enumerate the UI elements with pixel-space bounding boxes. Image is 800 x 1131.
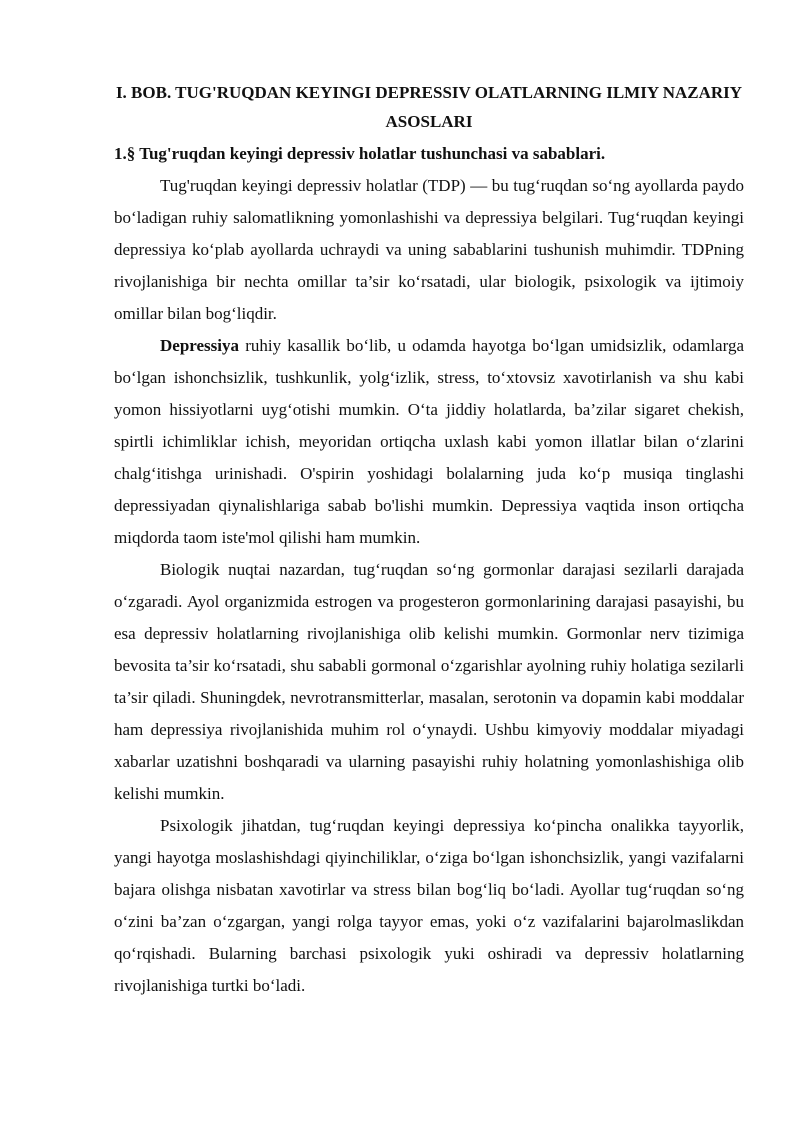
- paragraph-definition: Tug'ruqdan keyingi depressiv holatlar (TDP) — bu tug‘ruqdan so‘ng ayollarda paydo bo‘ladigan ruhiy salomatlikning yomonlashishi va depressiya belgilari. Tug‘ruqdan keyingi depressiya ko‘plab ayollarda uchraydi va uning sabablarini tushunish muhimdir. TDPning rivojlanishiga bir nechta omillar ta’sir ko‘rsatadi, ular biologik, psixologik va ijtimoiy omillar bilan bog‘liqdir.: [114, 176, 744, 323]
- section-title: 1.§ Tug'ruqdan keyingi depressiv holatlar tushunchasi va sabablari.: [114, 144, 606, 163]
- chapter-title: I. BOB. TUG'RUQDAN KEYINGI DEPRESSIV OLATLARNING ILMIY NAZARIY ASOSLARI: [115, 83, 743, 131]
- paragraph-psychological: Psixologik jihatdan, tug‘ruqdan keyingi depressiya ko‘pincha onalikka tayyorlik, yangi hayotga moslashishdagi qiyinchiliklar, o‘ziga bo‘lgan ishonchsizlik, yangi vazifalarni bajara olishga nisbatan xavotirlar va stress bilan bog‘liq bo‘ladi. Ayollar tug‘ruqdan so‘ng o‘zini ba’zan o‘zgargan, yangi rolga tayyor emas, yoki o‘z vazifalarini bajarolmaslikdan qo‘rqishadi. Bularning barchasi psixologik yuki oshiradi va depressiv holatlarning rivojlanishiga turtki bo‘ladi.: [114, 816, 744, 995]
- paragraph-depression: [114, 330, 744, 554]
- paragraph-biological: Biologik nuqtai nazardan, tug‘ruqdan so‘ng gormonlar darajasi sezilarli darajada o‘zgaradi. Ayol organizmida estrogen va progesteron gormonlarining darajasi pasayishi, bu esa depressiv holatlarning rivojlanishiga olib kelishi mumkin. Gormonlar nerv tizimiga bevosita ta’sir ko‘rsatadi, shu sababli gormonal o‘zgarishlar ayolning ruhiy holatiga sezilarli ta’sir qiladi. Shuningdek, nevrotransmitterlar, masalan, serotonin va dopamin kabi moddalar ham depressiya rivojlanishida muhim rol o‘ynaydi. Ushbu kimyoviy moddalar miyadagi xabarlar uzatishni boshqaradi va ularning pasayishi ruhiy holatning yomonlashishiga olib kelishi mumkin.: [114, 560, 744, 803]
- depression-term: Depressiya: [160, 336, 240, 355]
- paragraph-depression-text: ruhiy kasallik bo‘lib, u odamda hayotga bo‘lgan umidsizlik, odamlarga bo‘lgan ishonchsizlik, tushkunlik, yolg‘izlik, stress, to‘xtovsiz xavotirlanish va shu kabi yomon hissiyotlarni uyg‘otishi mumkin. O‘ta jiddiy holatlarda, ba’zilar sigaret chekish, spirtli ichimliklar ichish, meyoridan ortiqcha uxlash kabi yomon illatlar bilan o‘zlarini chalg‘itishga urinishadi. O'spirin yoshidagi bolalarning juda ko‘p musiqa tinglashi depressiyadan qiynalishlariga sabab bo'lishi mumkin. Depressiya vaqtida inson ortiqcha miqdorda taom iste'mol qilishi ham mumkin.: [114, 336, 744, 547]
